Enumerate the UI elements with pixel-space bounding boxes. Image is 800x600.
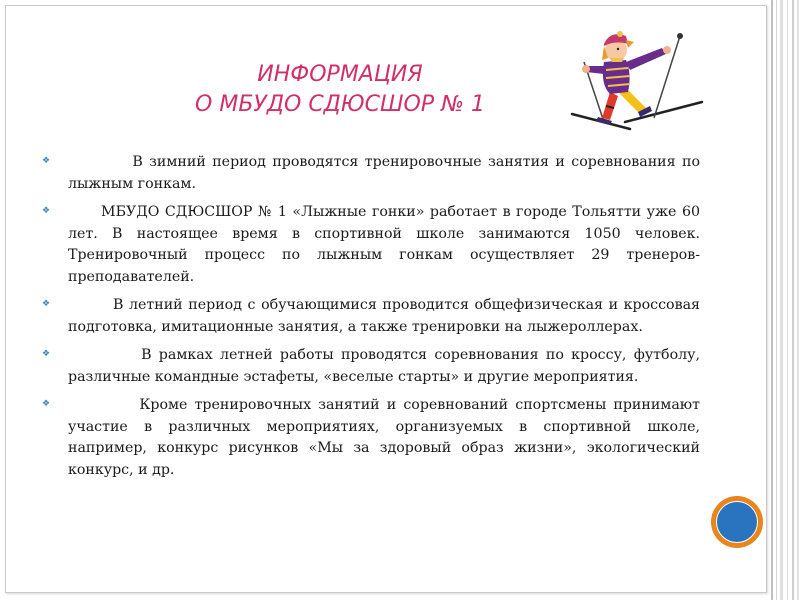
list-item-text: В рамках летней работы проводятся соревнования по кроссу, футболу, различные командные эстафеты, «веселые старты» и другие мероприятия. (68, 347, 700, 385)
decorative-circle-inner (716, 501, 758, 543)
list-item (42, 395, 700, 481)
list-item (42, 295, 700, 338)
title-line-2: О МБУДО СДЮСШОР № 1 (195, 92, 485, 117)
bullet-icon: ❖ (42, 299, 51, 309)
title-line-1: ИНФОРМАЦИЯ (257, 62, 423, 87)
list-item-text: Кроме тренировочных занятий и соревнований спортсмены принимают участие в различных мероприятиях, организуемых в спортивной школе, например, конкурс рисунков «Мы за здоровый образ жизни», экологический конкурс, и др. (68, 397, 700, 478)
slide-title (130, 60, 550, 120)
list-item (42, 345, 700, 388)
list-item-text: МБУДО СДЮСШОР № 1 «Лыжные гонки» работает в городе Тольятти уже 60 лет. В настоящее время в спортивной школе занимаются 1050 человек. Тренировочный процесс по лыжным гонкам осуществляет 29 тренеров-преподавателей. (68, 204, 700, 285)
bullet-icon: ❖ (42, 349, 51, 359)
decorative-rule (776, 0, 777, 600)
decorative-rule (780, 0, 783, 600)
decorative-rule (787, 0, 788, 600)
list-item-text: В летний период с обучающимися проводится общефизическая и кроссовая подготовка, имитационные занятия, а также тренировки на лыжероллерах. (68, 297, 700, 335)
decorative-rule (771, 0, 773, 600)
decorative-rule (797, 0, 799, 600)
bullet-icon: ❖ (42, 156, 51, 166)
list-item (42, 202, 700, 288)
list-item-text: В зимний период проводятся тренировочные занятия и соревнования по лыжным гонкам. (68, 154, 700, 192)
decorative-rule (792, 0, 794, 600)
list-item (42, 152, 700, 195)
skier-illustration (570, 22, 705, 134)
decorative-circle (711, 496, 763, 548)
bullet-icon: ❖ (42, 399, 51, 409)
bullet-icon: ❖ (42, 206, 51, 216)
bullet-list (42, 152, 700, 488)
